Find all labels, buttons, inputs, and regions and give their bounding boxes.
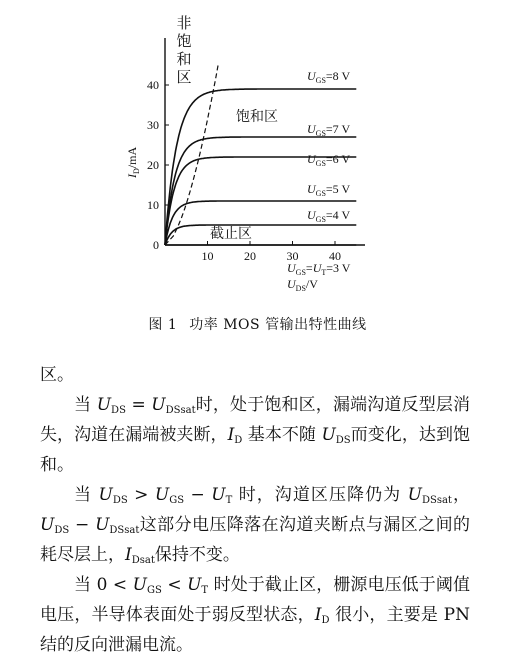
region-label-nonsaturation: 区: [176, 70, 192, 86]
figure-caption: [0, 314, 515, 334]
y-tick-label: 30: [147, 118, 159, 132]
p2-sub-ds2: DS: [54, 525, 70, 536]
paragraph-2: [40, 480, 470, 570]
p1-sub-dssat: DSsat: [165, 405, 196, 416]
p3-sub-d: D: [321, 615, 330, 626]
p2-sub-dssat2: DSsat: [109, 525, 140, 536]
paragraph-1: [40, 390, 470, 480]
y-tick-label: 0: [153, 238, 159, 252]
p1-sub-d: D: [234, 435, 243, 446]
p2-sub-t: T: [225, 495, 233, 506]
p3-sym-u1: U: [132, 575, 147, 595]
p2-text-b: 时，沟道区压降仍为: [232, 485, 408, 505]
x-tick-label: 20: [244, 249, 256, 263]
p2-sym-u1: U: [98, 485, 113, 505]
p2-minus: −: [184, 485, 212, 505]
p2-sym-i: I: [125, 545, 132, 565]
series-label: $U_{GS}=5$ V: [307, 182, 351, 198]
p2-sym-u6: U: [95, 515, 110, 535]
p2-sub-dsat: Dsat: [131, 555, 155, 566]
paragraph-0: 区。: [40, 365, 74, 385]
p2-sym-u2: U: [154, 485, 170, 505]
p3-lt: <: [161, 575, 188, 595]
p3-sym-i: I: [314, 605, 322, 625]
region-label-nonsaturation: 非: [176, 16, 192, 32]
p3-text-a: 当 0 <: [74, 575, 133, 595]
x-tick-label: 10: [201, 249, 214, 263]
p2-minus2: −: [69, 515, 96, 535]
y-tick-label: 40: [147, 78, 159, 92]
y-tick-label: 20: [147, 158, 159, 172]
p2-sub-dssat: DSsat: [421, 495, 452, 506]
p1-text-a: 当: [74, 395, 97, 415]
region-label-cutoff: 截止区: [210, 227, 252, 242]
caption-title: 功率 MOS 管输出特性曲线: [189, 317, 367, 333]
p2-comma: ，: [451, 485, 471, 505]
p1-eq: =: [125, 395, 152, 415]
series-label: $U_{GS}=8$ V: [307, 69, 351, 85]
p3-sym-u2: U: [187, 575, 202, 595]
caption-number: 图 1: [148, 317, 178, 333]
region-label-nonsaturation: 和: [176, 52, 192, 68]
p3-text-b: 时处于截止区，栅源电压低于阈值电压，半导体表面处于弱反型状态，: [40, 575, 470, 625]
p2-text-d: 保持不变。: [154, 545, 240, 565]
p1-sym-u2: U: [151, 395, 166, 415]
p2-text-a: 当: [74, 485, 99, 505]
p2-gt: >: [127, 485, 155, 505]
p2-text-c: 这部分电压降落在沟道夹断点与漏区之间的耗尽层上，: [40, 515, 470, 565]
p1-sym-i: I: [227, 425, 235, 445]
p2-sym-u4: U: [407, 485, 422, 505]
body-text: [40, 360, 470, 660]
region-label-nonsaturation: 饱: [176, 34, 192, 50]
p3-sub-gs: GS: [147, 585, 162, 596]
p2-sym-u5: U: [40, 515, 55, 535]
series-label: $U_{GS}=4$ V: [307, 208, 351, 224]
p1-sub-ds2: DS: [335, 435, 351, 446]
y-tick-label: 10: [147, 198, 159, 212]
chart-labels: [125, 15, 351, 293]
mos-output-characteristic-chart: [0, 0, 515, 300]
p2-sym-u3: U: [211, 485, 226, 505]
x-tick-label: 30: [286, 249, 299, 263]
p3-text-c: 很小，主要是 PN 结的反向泄漏电流。: [40, 605, 470, 655]
series-label: $U_{GS}=U_T=3$ V: [287, 261, 351, 277]
x-axis-label: $U_{DS}/V$: [287, 277, 318, 293]
p2-sub-ds: DS: [112, 495, 128, 506]
region-label-saturation: 饱和区: [236, 110, 278, 125]
p3-sub-t: T: [201, 585, 209, 596]
x-tick-label: 40: [329, 249, 341, 263]
paragraph-3: [40, 570, 470, 660]
p1-text-b: 时，处于饱和区，漏端沟道反型层消失，沟道在漏端被夹断，: [40, 395, 471, 445]
p1-text-c: 基本不随: [242, 425, 322, 445]
series-label: $U_{GS}=6$ V: [307, 152, 351, 168]
y-axis-label: $I_D/mA$: [125, 146, 141, 178]
p1-text-d: 而变化，达到饱和。: [40, 425, 471, 475]
p1-sub-ds: DS: [111, 405, 126, 416]
p1-sym-u: U: [96, 395, 112, 415]
p2-sub-gs: GS: [169, 495, 185, 506]
series-curve: [165, 225, 356, 245]
series-label: $U_{GS}=7$ V: [307, 122, 351, 138]
p1-sym-u3: U: [321, 425, 336, 445]
